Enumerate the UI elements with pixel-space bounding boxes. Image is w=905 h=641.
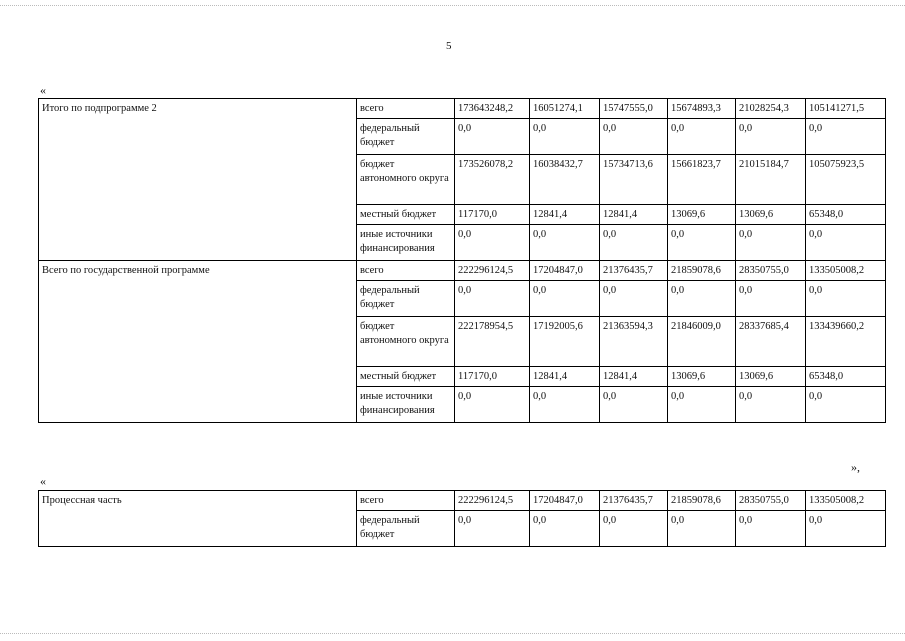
amount-cell: 0,0	[736, 281, 806, 317]
amount-cell: 0,0	[530, 387, 600, 423]
amount-cell: 222296124,5	[455, 261, 530, 281]
amount-cell: 0,0	[455, 511, 530, 547]
amount-cell: 65348,0	[806, 367, 886, 387]
amount-cell: 21376435,7	[600, 491, 668, 511]
table-body	[39, 99, 886, 423]
budget-table-main	[38, 98, 886, 423]
amount-cell: 21028254,3	[736, 99, 806, 119]
amount-cell: 12841,4	[600, 367, 668, 387]
amount-cell: 28350755,0	[736, 261, 806, 281]
amount-cell: 0,0	[668, 225, 736, 261]
amount-cell: 0,0	[600, 387, 668, 423]
funding-source-cell: бюджет автономного округа	[357, 317, 455, 367]
amount-cell: 21859078,6	[668, 261, 736, 281]
amount-cell: 105075923,5	[806, 155, 886, 205]
funding-source-cell: местный бюджет	[357, 205, 455, 225]
group-title-cell: Процессная часть	[39, 491, 357, 547]
amount-cell: 0,0	[668, 119, 736, 155]
amount-cell: 16038432,7	[530, 155, 600, 205]
amount-cell: 173643248,2	[455, 99, 530, 119]
amount-cell: 0,0	[668, 511, 736, 547]
funding-source-cell: федеральный бюджет	[357, 281, 455, 317]
amount-cell: 0,0	[806, 387, 886, 423]
amount-cell: 21363594,3	[600, 317, 668, 367]
budget-table-process	[38, 490, 886, 547]
amount-cell: 17204847,0	[530, 261, 600, 281]
amount-cell: 133505008,2	[806, 491, 886, 511]
funding-source-cell: всего	[357, 491, 455, 511]
amount-cell: 15747555,0	[600, 99, 668, 119]
amount-cell: 12841,4	[530, 367, 600, 387]
amount-cell: 65348,0	[806, 205, 886, 225]
funding-source-cell: всего	[357, 261, 455, 281]
scan-edge-top	[0, 0, 905, 6]
table-row	[39, 99, 886, 119]
amount-cell: 105141271,5	[806, 99, 886, 119]
amount-cell: 117170,0	[455, 205, 530, 225]
amount-cell: 21846009,0	[668, 317, 736, 367]
amount-cell: 133505008,2	[806, 261, 886, 281]
funding-source-cell: местный бюджет	[357, 367, 455, 387]
funding-source-cell: федеральный бюджет	[357, 119, 455, 155]
group-title-cell: Итого по подпрограмме 2	[39, 99, 357, 261]
amount-cell: 17204847,0	[530, 491, 600, 511]
amount-cell: 0,0	[806, 119, 886, 155]
table-row	[39, 261, 886, 281]
table-body	[39, 491, 886, 547]
amount-cell: 16051274,1	[530, 99, 600, 119]
amount-cell: 0,0	[668, 387, 736, 423]
amount-cell: 13069,6	[668, 367, 736, 387]
amount-cell: 15661823,7	[668, 155, 736, 205]
amount-cell: 12841,4	[530, 205, 600, 225]
funding-source-cell: федеральный бюджет	[357, 511, 455, 547]
amount-cell: 0,0	[600, 281, 668, 317]
opening-quote-2: «	[40, 474, 46, 488]
amount-cell: 13069,6	[736, 367, 806, 387]
amount-cell: 222178954,5	[455, 317, 530, 367]
amount-cell: 0,0	[600, 225, 668, 261]
amount-cell: 0,0	[806, 281, 886, 317]
amount-cell: 21015184,7	[736, 155, 806, 205]
amount-cell: 0,0	[530, 511, 600, 547]
amount-cell: 0,0	[455, 387, 530, 423]
amount-cell: 173526078,2	[455, 155, 530, 205]
funding-source-cell: бюджет автономного округа	[357, 155, 455, 205]
amount-cell: 21859078,6	[668, 491, 736, 511]
amount-cell: 0,0	[736, 119, 806, 155]
amount-cell: 21376435,7	[600, 261, 668, 281]
amount-cell: 117170,0	[455, 367, 530, 387]
amount-cell: 0,0	[600, 511, 668, 547]
amount-cell: 17192005,6	[530, 317, 600, 367]
amount-cell: 0,0	[806, 511, 886, 547]
amount-cell: 13069,6	[668, 205, 736, 225]
opening-quote: «	[40, 83, 46, 97]
amount-cell: 0,0	[736, 387, 806, 423]
amount-cell: 133439660,2	[806, 317, 886, 367]
amount-cell: 15674893,3	[668, 99, 736, 119]
amount-cell: 28337685,4	[736, 317, 806, 367]
amount-cell: 0,0	[530, 281, 600, 317]
amount-cell: 15734713,6	[600, 155, 668, 205]
amount-cell: 0,0	[530, 119, 600, 155]
group-title-cell: Всего по государственной программе	[39, 261, 357, 423]
table-row	[39, 491, 886, 511]
amount-cell: 0,0	[600, 119, 668, 155]
amount-cell: 0,0	[668, 281, 736, 317]
amount-cell: 0,0	[736, 225, 806, 261]
funding-source-cell: иные источники финансирования	[357, 225, 455, 261]
amount-cell: 222296124,5	[455, 491, 530, 511]
amount-cell: 0,0	[455, 119, 530, 155]
funding-source-cell: иные источники финансирования	[357, 387, 455, 423]
amount-cell: 0,0	[455, 225, 530, 261]
amount-cell: 0,0	[530, 225, 600, 261]
page-number: 5	[446, 40, 452, 52]
amount-cell: 0,0	[736, 511, 806, 547]
amount-cell: 13069,6	[736, 205, 806, 225]
closing-quote: »,	[851, 460, 860, 474]
amount-cell: 0,0	[455, 281, 530, 317]
funding-source-cell: всего	[357, 99, 455, 119]
amount-cell: 28350755,0	[736, 491, 806, 511]
amount-cell: 0,0	[806, 225, 886, 261]
amount-cell: 12841,4	[600, 205, 668, 225]
